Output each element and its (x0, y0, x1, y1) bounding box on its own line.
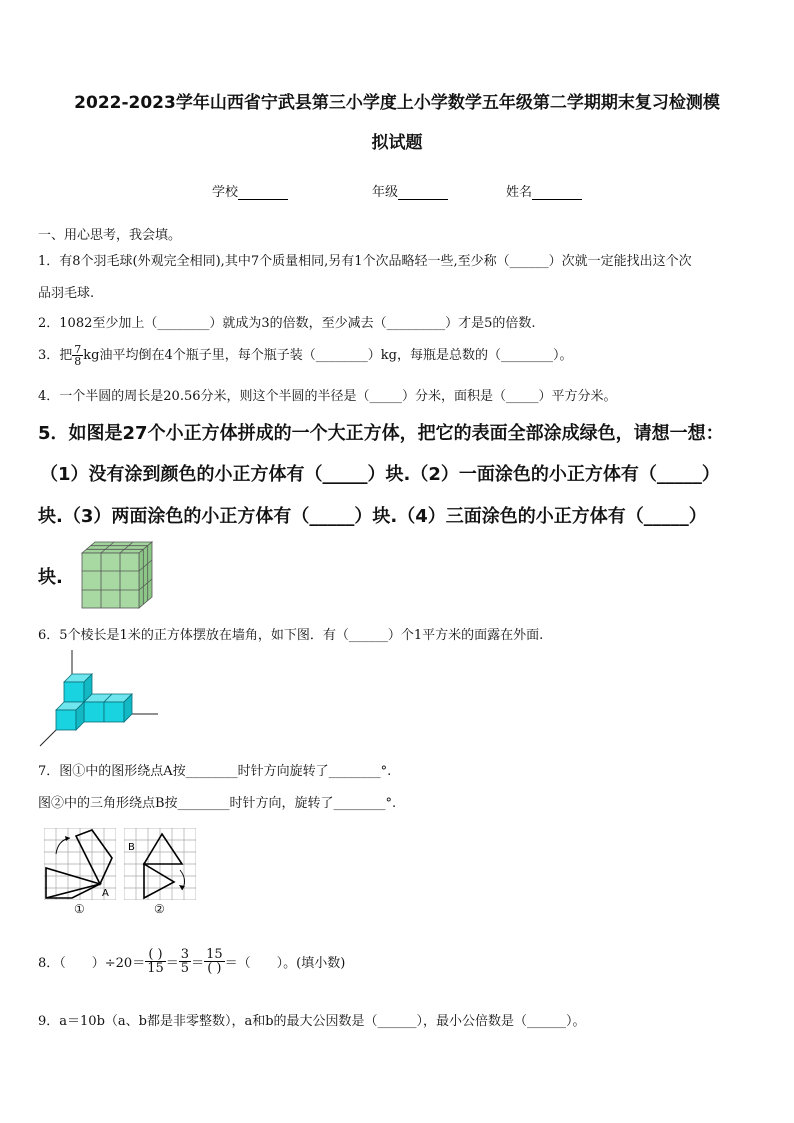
question-8-fraction-1 (145, 948, 166, 975)
fraction-numerator: 7 (74, 343, 82, 356)
school-blank (238, 185, 288, 200)
question-3-post: kg油平均倒在4个瓶子里，每个瓶子装（________）kg，每瓶是总数的（________）。 (83, 348, 573, 363)
grade-field (372, 181, 448, 200)
fraction-denominator: ( ) (207, 961, 222, 976)
question-3-fraction (72, 344, 83, 367)
figure-1-caption: ① (74, 902, 85, 916)
triangle-upper (144, 834, 182, 864)
name-blank (532, 185, 582, 200)
fraction-denominator: 15 (147, 961, 164, 976)
rotation-grid-2 (124, 828, 196, 900)
question-5-line3: 块.（3）两面涂色的小正方体有（_____）块.（4）三面涂色的小正方体有（_____） (38, 506, 707, 527)
question-1-line1: 1．有8个羽毛球(外观完全相同),其中7个质量相同,另有1个次品略轻一些,至少称（______）次就一定能找出这个次 (38, 254, 692, 269)
question-3 (38, 344, 572, 367)
page-title-line2: 拟试题 (371, 133, 423, 153)
cube-right-face (139, 542, 152, 608)
question-6: 6．5个棱长是1米的正方体摆放在墙角，如下图．有（______）个1平方米的面露在外面. (38, 628, 544, 643)
name-field (506, 181, 582, 200)
fraction-numerator: 15 (206, 947, 223, 962)
question-4: 4．一个半圆的周长是20.56分米，则这个半圆的半径是（_____）分米，面积是（_____）平方分米。 (38, 389, 617, 404)
fraction-denominator: 8 (74, 355, 82, 368)
point-a-label: A (102, 888, 109, 899)
grade-label: 年级 (372, 185, 399, 200)
school-label: 学校 (212, 185, 239, 200)
fraction-denominator: 5 (180, 961, 190, 976)
question-1-line2: 品羽毛球. (38, 286, 95, 301)
green-cube-figure (78, 540, 154, 610)
point-b-label: B (128, 842, 135, 853)
question-2: 2．1082至少加上（________）就成为3的倍数，至少减去（_________）才是5的倍数. (38, 316, 536, 331)
question-8-post: ＝（ ）。(填小数) (224, 956, 346, 971)
question-9: 9．a＝10b（a、b都是非零整数），a和b的最大公因数是（______），最小公倍数是（______）。 (38, 1014, 586, 1029)
section-heading: 一、用心思考，我会填。 (38, 228, 182, 243)
fraction-numerator: 3 (180, 947, 190, 962)
cube-front (64, 682, 84, 702)
corner-cubes-figure (36, 648, 162, 748)
question-5-line2: （1）没有涂到颜色的小正方体有（_____）块.（2）一面涂色的小正方体有（_____） (40, 464, 720, 485)
question-8 (38, 948, 345, 975)
question-5-line1: 5．如图是27个小正方体拼成的一个大正方体，把它的表面全部涂成绿色，请想一想： (38, 423, 724, 444)
triangle-lower (144, 864, 174, 898)
cube-front (104, 702, 124, 722)
school-field (212, 181, 288, 200)
rotation-grid-1 (44, 828, 116, 900)
question-8-pre: 8．（ ）÷20＝ (38, 956, 146, 971)
grade-blank (398, 185, 448, 200)
page-title-line1: 2022-2023学年山西省宁武县第三小学度上小学数学五年级第二学期期末复习检测模 (74, 93, 720, 113)
question-8-fraction-2 (179, 948, 191, 975)
equals-sign: ＝ (165, 956, 179, 971)
question-7-line1: 7．图①中的图形绕点A按________时针方向旋转了________°. (38, 764, 392, 779)
cube-front (56, 710, 76, 730)
question-8-fraction-3 (204, 948, 225, 975)
figure-2-caption: ② (154, 902, 165, 916)
question-5-line4: 块. (38, 567, 63, 588)
name-label: 姓名 (506, 185, 533, 200)
question-3-pre: 3．把 (38, 348, 73, 363)
equals-sign: ＝ (191, 956, 205, 971)
question-7-line2: 图②中的三角形绕点B按________时针方向，旋转了________°. (38, 796, 397, 811)
fraction-numerator: ( ) (145, 948, 166, 962)
cube-front (84, 702, 104, 722)
cube-front-face (82, 553, 139, 608)
